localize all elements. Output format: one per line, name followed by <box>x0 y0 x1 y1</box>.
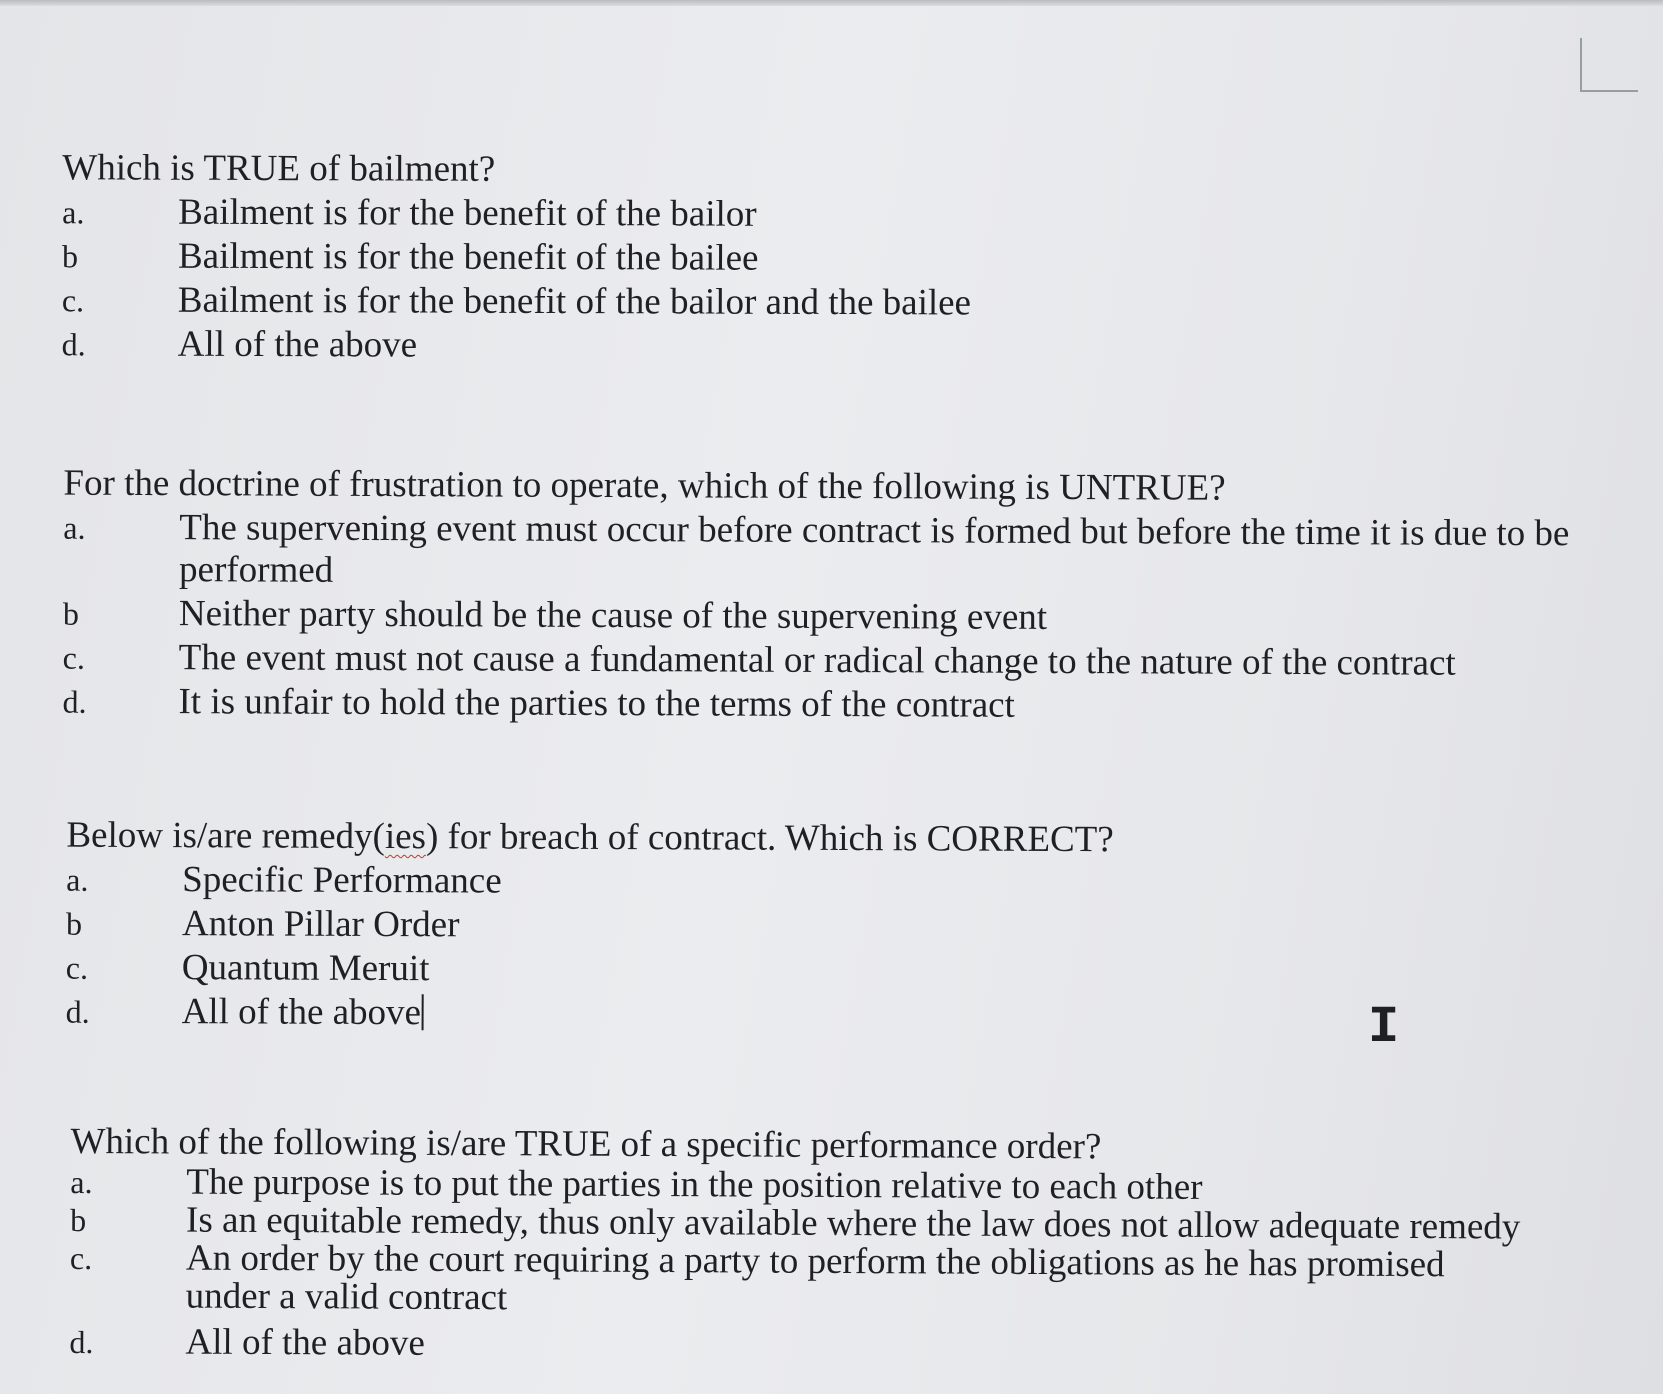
option-letter: b <box>70 1201 87 1239</box>
option-letter: d. <box>62 683 87 720</box>
option-letter: c. <box>69 1239 93 1277</box>
option-text[interactable]: The event must not cause a fundamental or radical change to the nature of the contract <box>178 637 1456 684</box>
option-letter: d. <box>69 1323 94 1361</box>
option-letter: b <box>61 238 79 275</box>
option-letter: d. <box>65 993 90 1030</box>
question-text-part: ) for breach of contract. Which is CORRECT? <box>425 816 1114 861</box>
option-d <box>62 681 1602 730</box>
text-caret <box>422 994 424 1030</box>
question-text: For the doctrine of frustration to operate, which of the following is UNTRUE? <box>63 462 1226 509</box>
option-text[interactable]: Bailment is for the benefit of the bailee <box>177 235 759 279</box>
option-a <box>66 859 1606 908</box>
option-letter: b <box>62 595 79 632</box>
ibeam-cursor-icon: I <box>1368 998 1400 1057</box>
option-text[interactable]: Specific Performance <box>182 859 502 902</box>
question-1 <box>62 147 1603 370</box>
option-text[interactable]: Quantum Meruit <box>181 947 430 990</box>
option-text[interactable]: The supervening event must occur before contract is formed but before the time it is due to be performed <box>179 507 1570 591</box>
option-b <box>62 235 1602 282</box>
option-c <box>63 637 1603 686</box>
question-text <box>66 815 1606 864</box>
option-text[interactable]: Bailment is for the benefit of the bailor <box>178 191 757 235</box>
option-letter: a. <box>66 861 89 898</box>
option-d <box>62 323 1602 370</box>
question-text-part: Below is/are remedy( <box>66 814 385 858</box>
option-text[interactable]: All of the above <box>177 323 418 366</box>
window-top-edge <box>0 0 1663 6</box>
option-letter: d. <box>61 326 86 363</box>
page-corner-marker <box>1580 38 1638 92</box>
option-text[interactable]: Bailment is for the benefit of the bailor and the bailee <box>177 279 972 324</box>
option-text[interactable]: Neither party should be the cause of the supervening event <box>178 593 1048 638</box>
option-text[interactable]: An order by the court requiring a party to perform the obligations as he has promised under a valid contract <box>185 1237 1445 1319</box>
option-text[interactable]: Is an equitable remedy, thus only available where the law does not allow adequate remedy <box>186 1199 1521 1248</box>
option-text[interactable]: It is unfair to hold the parties to the terms of the contract <box>178 681 1015 726</box>
option-letter: a. <box>70 1163 93 1201</box>
question-4 <box>69 1121 1610 1369</box>
option-a <box>62 191 1602 238</box>
spellcheck-flagged-word[interactable]: ies <box>384 816 427 858</box>
option-b <box>63 593 1603 642</box>
question-text: Which is TRUE of bailment? <box>62 147 496 190</box>
question-text: Which of the following is/are TRUE of a specific performance order? <box>70 1120 1102 1168</box>
option-d <box>69 1323 1609 1369</box>
option-a <box>63 507 1603 598</box>
option-letter: a. <box>62 194 85 231</box>
option-letter: c. <box>65 949 89 986</box>
option-text-value: All of the above <box>181 991 422 1034</box>
question-2 <box>62 463 1603 730</box>
option-text[interactable]: The purpose is to put the parties in the position relative to each other <box>186 1161 1203 1208</box>
option-b <box>66 903 1606 952</box>
option-letter: c. <box>61 282 85 319</box>
option-letter: c. <box>62 639 86 676</box>
option-c <box>70 1239 1610 1323</box>
option-c <box>62 279 1602 326</box>
option-letter: b <box>65 905 83 942</box>
option-letter: a. <box>63 509 86 546</box>
option-c <box>66 947 1606 996</box>
option-text[interactable]: Anton Pillar Order <box>181 903 460 946</box>
option-text[interactable]: All of the above <box>185 1321 425 1364</box>
